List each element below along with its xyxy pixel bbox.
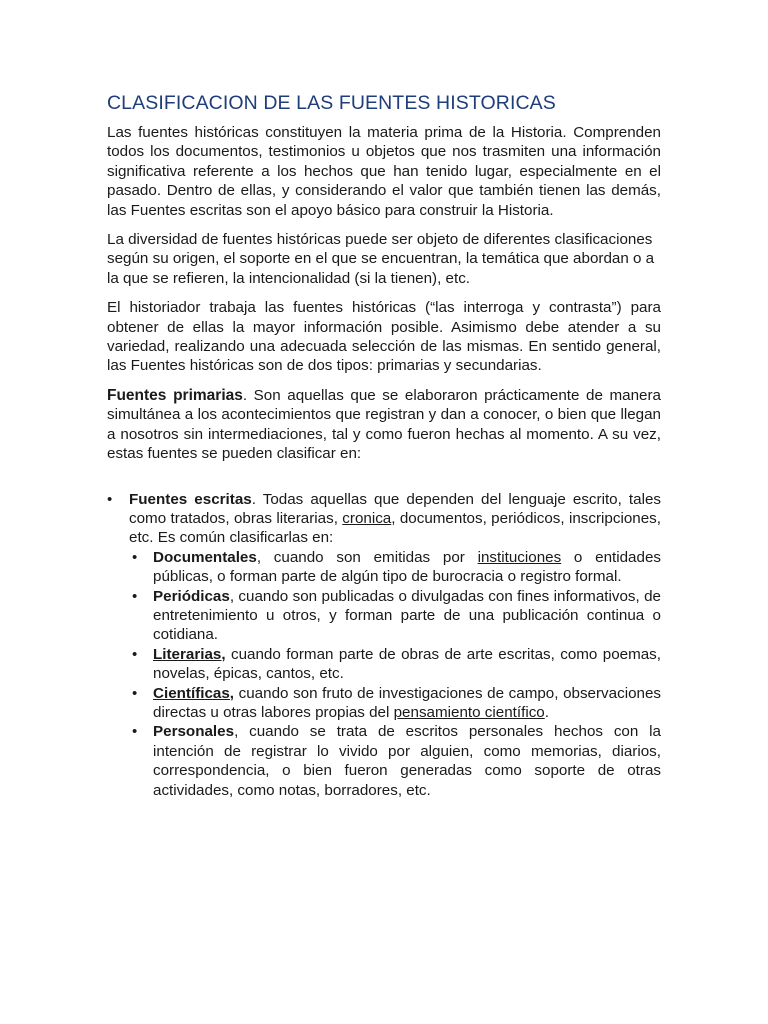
written-sources-text-a: . Todas aquellas que dependen del lenguaje escrito, tales como tratados, obras literarias, (129, 490, 661, 527)
periodicas-text: , cuando son publicadas o divulgadas con fines informativos, de entretenimiento u otros, y forman parte de una publicación continua o cotidiana. (153, 587, 661, 644)
primary-sources-term: Fuentes primarias (107, 386, 243, 404)
list-item-literarias (129, 645, 661, 684)
primary-sources-text: . Son aquellas que se elaboraron prácticamente de manera simultánea a los acontecimientos que registran y dan a conocer, o bien que llegan a nosotros sin intermediaciones, tal y como fueron hechas al momento. A su vez, estas fuentes se pueden clasificar en: (107, 386, 661, 463)
list-item-documentales (129, 548, 661, 587)
periodicas-term: Periódicas (153, 587, 230, 605)
paragraph-intro: Las fuentes históricas constituyen la materia prima de la Historia. Comprenden todos los documentos, testimonios u objetos que nos trasmiten una información significativa referente a los hechos que han tenido lugar, especialmente en el pasado. Dentro de ellas, y considerando el valor que también tienen las demás, las Fuentes escritas son el apoyo básico para construir la Historia. (107, 124, 661, 219)
paragraph-diversity: La diversidad de fuentes históricas puede ser objeto de diferentes clasificaciones según su origen, el soporte en el que se encuentran, la temática que abordan o a la que se refieren, la intencionalidad (si la tienen), etc. (107, 231, 655, 287)
list-item-periodicas (129, 587, 661, 645)
literarias-term: Literarias, (153, 645, 226, 663)
sources-list (107, 490, 661, 801)
cientificas-text-b: . (544, 703, 549, 721)
paragraph-primary-sources (107, 386, 661, 464)
personales-term: Personales (153, 723, 235, 741)
link-cronica[interactable]: cronica (342, 509, 392, 527)
personales-text: , cuando se trata de escritos personales hechos con la intención de registrar lo vivido por alguien, como memorias, diarios, correspondencia, o bien fueron generadas como soporte de otras actividades, como notas, borradores, etc. (153, 723, 661, 799)
list-item-cientificas (129, 684, 661, 723)
paragraph-historian: El historiador trabaja las fuentes históricas (“las interroga y contrasta”) para obtener de ellas la mayor información posible. Asimismo debe atender a su variedad, realizando una adecuada selección de las mismas. En sentido general, las Fuentes históricas son de dos tipos: primarias y secundarias. (107, 299, 661, 375)
documentales-text-b: o entidades públicas, o forman parte de algún tipo de burocracia o registro formal. (153, 548, 661, 586)
link-pensamiento-cientifico[interactable]: pensamiento científico (393, 703, 545, 721)
page-title: CLASIFICACION DE LAS FUENTES HISTORICAS (107, 92, 556, 114)
documentales-text-a: , cuando son emitidas por (256, 548, 478, 566)
list-item-written-sources (107, 490, 661, 801)
cientificas-term: Científicas, (153, 684, 235, 702)
list-item-personales (129, 722, 661, 800)
written-sources-sublist (129, 548, 661, 800)
written-sources-term: Fuentes escritas (129, 490, 252, 508)
cientificas-text-a: cuando son fruto de investigaciones de campo, observaciones directas u otras labores propias del (153, 684, 661, 721)
literarias-text: cuando forman parte de obras de arte escritas, como poemas, novelas, épicas, cantos, etc. (153, 645, 661, 683)
documentales-term: Documentales (153, 548, 257, 566)
link-instituciones[interactable]: instituciones (477, 548, 562, 566)
written-sources-text-b: , documentos, periódicos, inscripciones, etc. Es común clasificarlas en: (129, 509, 661, 547)
